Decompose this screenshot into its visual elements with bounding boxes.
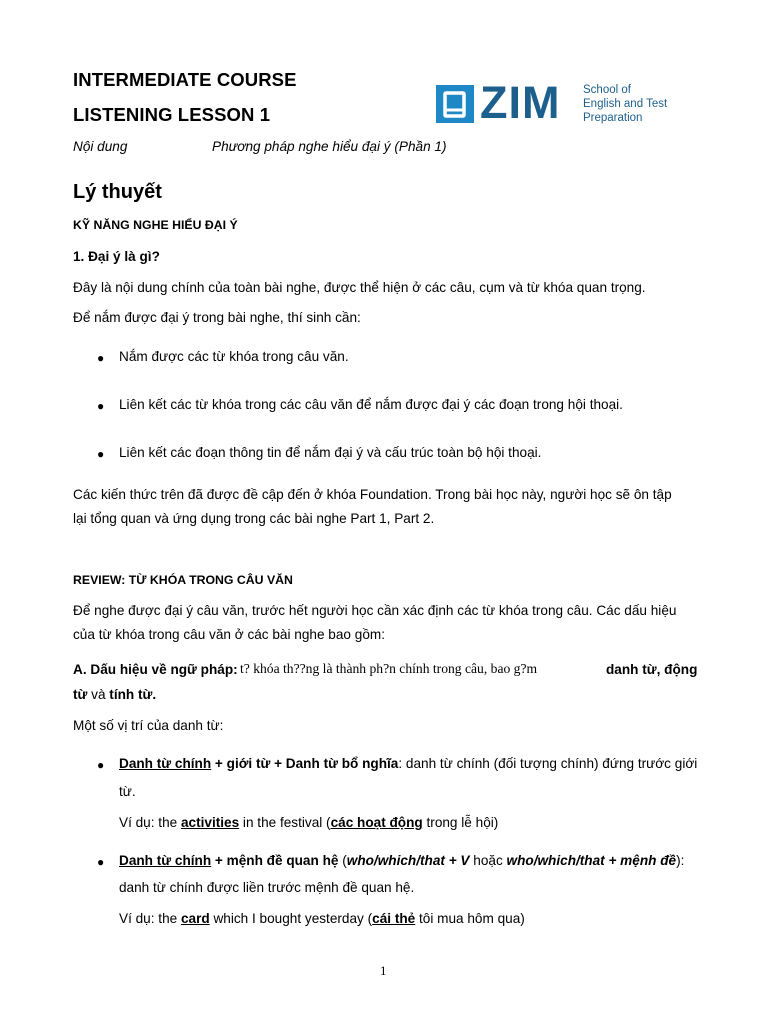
grammar-signs-text: t? khóa th??ng là thành ph?n chính trong câu, bao g?m: [240, 661, 538, 676]
noun-positions-intro: Một số vị trí của danh từ:: [73, 718, 224, 733]
bullet-marker: ●: [97, 447, 105, 461]
logo-tagline-2: English and Test: [583, 98, 668, 110]
lesson-title: LISTENING LESSON 1: [73, 104, 271, 125]
skill-subheading: KỸ NĂNG NGHE HIỂU ĐẠI Ý: [73, 218, 238, 232]
theory-heading: Lý thuyết: [73, 181, 162, 203]
list-item: Danh từ chính + giới từ + Danh từ bổ nghĩa: danh từ chính (đối tượng chính) đứng trước giới: [119, 756, 698, 771]
list-item: Nắm được các từ khóa trong câu văn.: [119, 349, 349, 364]
course-title: INTERMEDIATE COURSE: [73, 69, 297, 90]
list-item-continued: danh từ chính được liền trước mệnh đề quan hệ.: [119, 880, 415, 895]
paragraph-line: Để nghe được đại ý câu văn, trước hết người học cần xác định các từ khóa trong câu. Các dấu hiệu: [73, 603, 677, 618]
grammar-signs-end: danh từ, động: [606, 662, 698, 677]
list-item: Liên kết các đoạn thông tin để nắm đại ý và cấu trúc toàn bộ hội thoại.: [119, 445, 542, 460]
logo-wordmark: ZIM: [480, 77, 561, 128]
example-line: Ví dụ: the card which I bought yesterday (cái thẻ tôi mua hôm qua): [119, 911, 525, 926]
bullet-marker: ●: [97, 855, 105, 869]
list-item: Liên kết các từ khóa trong các câu văn để nắm được đại ý các đoạn trong hội thoại.: [119, 397, 623, 412]
paragraph-line: Các kiến thức trên đã được đề cập đến ở khóa Foundation. Trong bài học này, người học sẽ ôn tập: [73, 487, 672, 502]
list-item: Danh từ chính + mệnh đề quan hệ (who/which/that + V hoặc who/which/that + mệnh đề):: [119, 853, 685, 868]
grammar-signs-label: A. Dấu hiệu về ngữ pháp:: [73, 662, 238, 677]
paragraph-line: của từ khóa trong câu văn ở các bài nghe bao gồm:: [73, 627, 385, 642]
bullet-marker: ●: [97, 399, 105, 413]
bullet-marker: ●: [97, 351, 105, 365]
zim-logo: [436, 77, 686, 128]
review-heading: REVIEW: TỪ KHÓA TRONG CÂU VĂN: [73, 573, 293, 587]
logo-tagline-1: School of: [583, 84, 631, 96]
grammar-signs-line2: từ và tính từ.: [73, 687, 157, 702]
example-line: Ví dụ: the activities in the festival (các hoạt động trong lễ hội): [119, 815, 499, 830]
requirement-intro: Để nắm được đại ý trong bài nghe, thí sinh cần:: [73, 310, 361, 325]
content-label: Nội dung: [73, 139, 128, 154]
bullet-marker: ●: [97, 758, 105, 772]
logo-tagline-3: Preparation: [583, 112, 643, 124]
page-number: 1: [380, 963, 387, 978]
content-value: Phương pháp nghe hiểu đại ý (Phần 1): [212, 139, 447, 154]
question-heading: 1. Đại ý là gì?: [73, 249, 160, 264]
definition-text: Đây là nội dung chính của toàn bài nghe, được thể hiện ở các câu, cụm và từ khóa quan trọng.: [73, 280, 646, 295]
list-item-continued: từ.: [119, 784, 136, 799]
paragraph-line: lại tổng quan và ứng dụng trong các bài nghe Part 1, Part 2.: [73, 511, 435, 526]
book-icon: [436, 85, 474, 123]
